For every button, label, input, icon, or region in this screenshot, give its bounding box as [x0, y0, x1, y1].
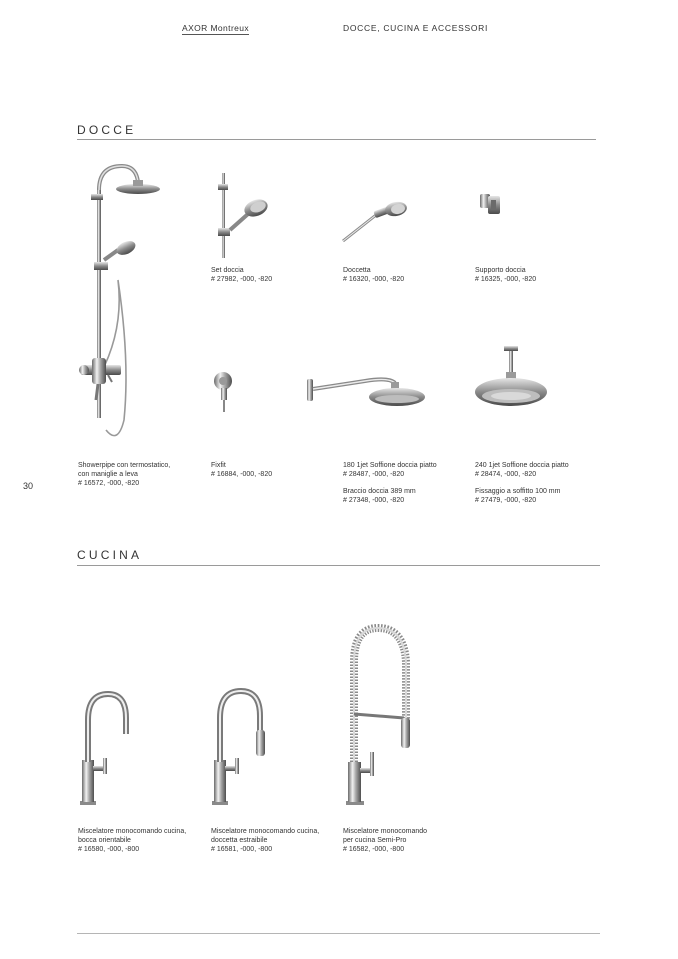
caption-soffione-180	[343, 461, 437, 505]
product-code: # 16884, -000, -820	[211, 471, 273, 478]
caption-fixfit	[211, 461, 272, 479]
supporto-doccia-image	[478, 190, 504, 218]
product-name: Doccetta	[343, 267, 371, 274]
section-title-cucina: CUCINA	[77, 548, 143, 562]
fixfit-image	[212, 370, 238, 414]
product-name: Fixfit	[211, 462, 226, 469]
product-name-line-2: doccetta estraibile	[211, 837, 268, 844]
section-title-docce: DOCCE	[77, 123, 137, 137]
footer-rule	[77, 933, 600, 934]
caption-showerpipe	[78, 461, 170, 488]
product-code: # 16582, -000, -800	[343, 846, 405, 853]
product-name: Supporto doccia	[475, 267, 526, 274]
product-name: 240 1jet Soffione doccia piatto	[475, 462, 569, 469]
product-name: 180 1jet Soffione doccia piatto	[343, 462, 437, 469]
product-code: # 16581, -000, -800	[211, 846, 273, 853]
product-name-line-1: Miscelatore monocomando cucina,	[211, 828, 320, 835]
soffione-240-image	[472, 346, 552, 410]
miscelatore-doccetta-image	[208, 686, 274, 808]
product-extra-name: Fissaggio a soffitto 100 mm	[475, 488, 561, 495]
product-name-line-2: per cucina Semi-Pro	[343, 837, 407, 844]
caption-doccetta	[343, 266, 404, 284]
product-code: # 27982, -000, -820	[211, 276, 273, 283]
product-extra-name: Braccio doccia 389 mm	[343, 488, 416, 495]
product-name-line-2: bocca orientabile	[78, 837, 131, 844]
miscelatore-semipro-image	[338, 622, 418, 808]
header-brand: AXOR Montreux	[182, 23, 250, 33]
product-code: # 28474, -000, -820	[475, 471, 537, 478]
product-name: Set doccia	[211, 267, 244, 274]
caption-set-doccia	[211, 266, 272, 284]
product-code: # 16320, -000, -820	[343, 276, 405, 283]
set-doccia-image	[210, 170, 272, 260]
product-name-line-1: Miscelatore monocomando	[343, 828, 428, 835]
caption-miscelatore-bocca	[78, 827, 186, 854]
section-rule-cucina	[77, 565, 600, 566]
product-code: # 28487, -000, -820	[343, 471, 405, 478]
soffione-180-image	[305, 365, 430, 410]
product-name-line-2: con maniglie a leva	[78, 471, 138, 478]
header-category: DOCCE, CUCINA E ACCESSORI	[343, 23, 489, 33]
product-name-line-1: Showerpipe con termostatico,	[78, 462, 171, 469]
caption-soffione-240	[475, 461, 569, 505]
doccetta-image	[340, 195, 410, 245]
caption-miscelatore-doccetta	[211, 827, 319, 854]
product-name-line-1: Miscelatore monocomando cucina,	[78, 828, 187, 835]
caption-supporto-doccia	[475, 266, 536, 284]
product-extra-code: # 27479, -000, -820	[475, 497, 537, 504]
product-code: # 16580, -000, -800	[78, 846, 140, 853]
page-number: 30	[23, 481, 34, 491]
section-rule-docce	[77, 139, 596, 140]
product-code: # 16325, -000, -820	[475, 276, 537, 283]
product-code: # 16572, -000, -820	[78, 480, 140, 487]
miscelatore-bocca-image	[76, 690, 136, 808]
showerpipe-image	[78, 160, 168, 445]
caption-miscelatore-semipro	[343, 827, 427, 854]
product-extra-code: # 27348, -000, -820	[343, 497, 405, 504]
